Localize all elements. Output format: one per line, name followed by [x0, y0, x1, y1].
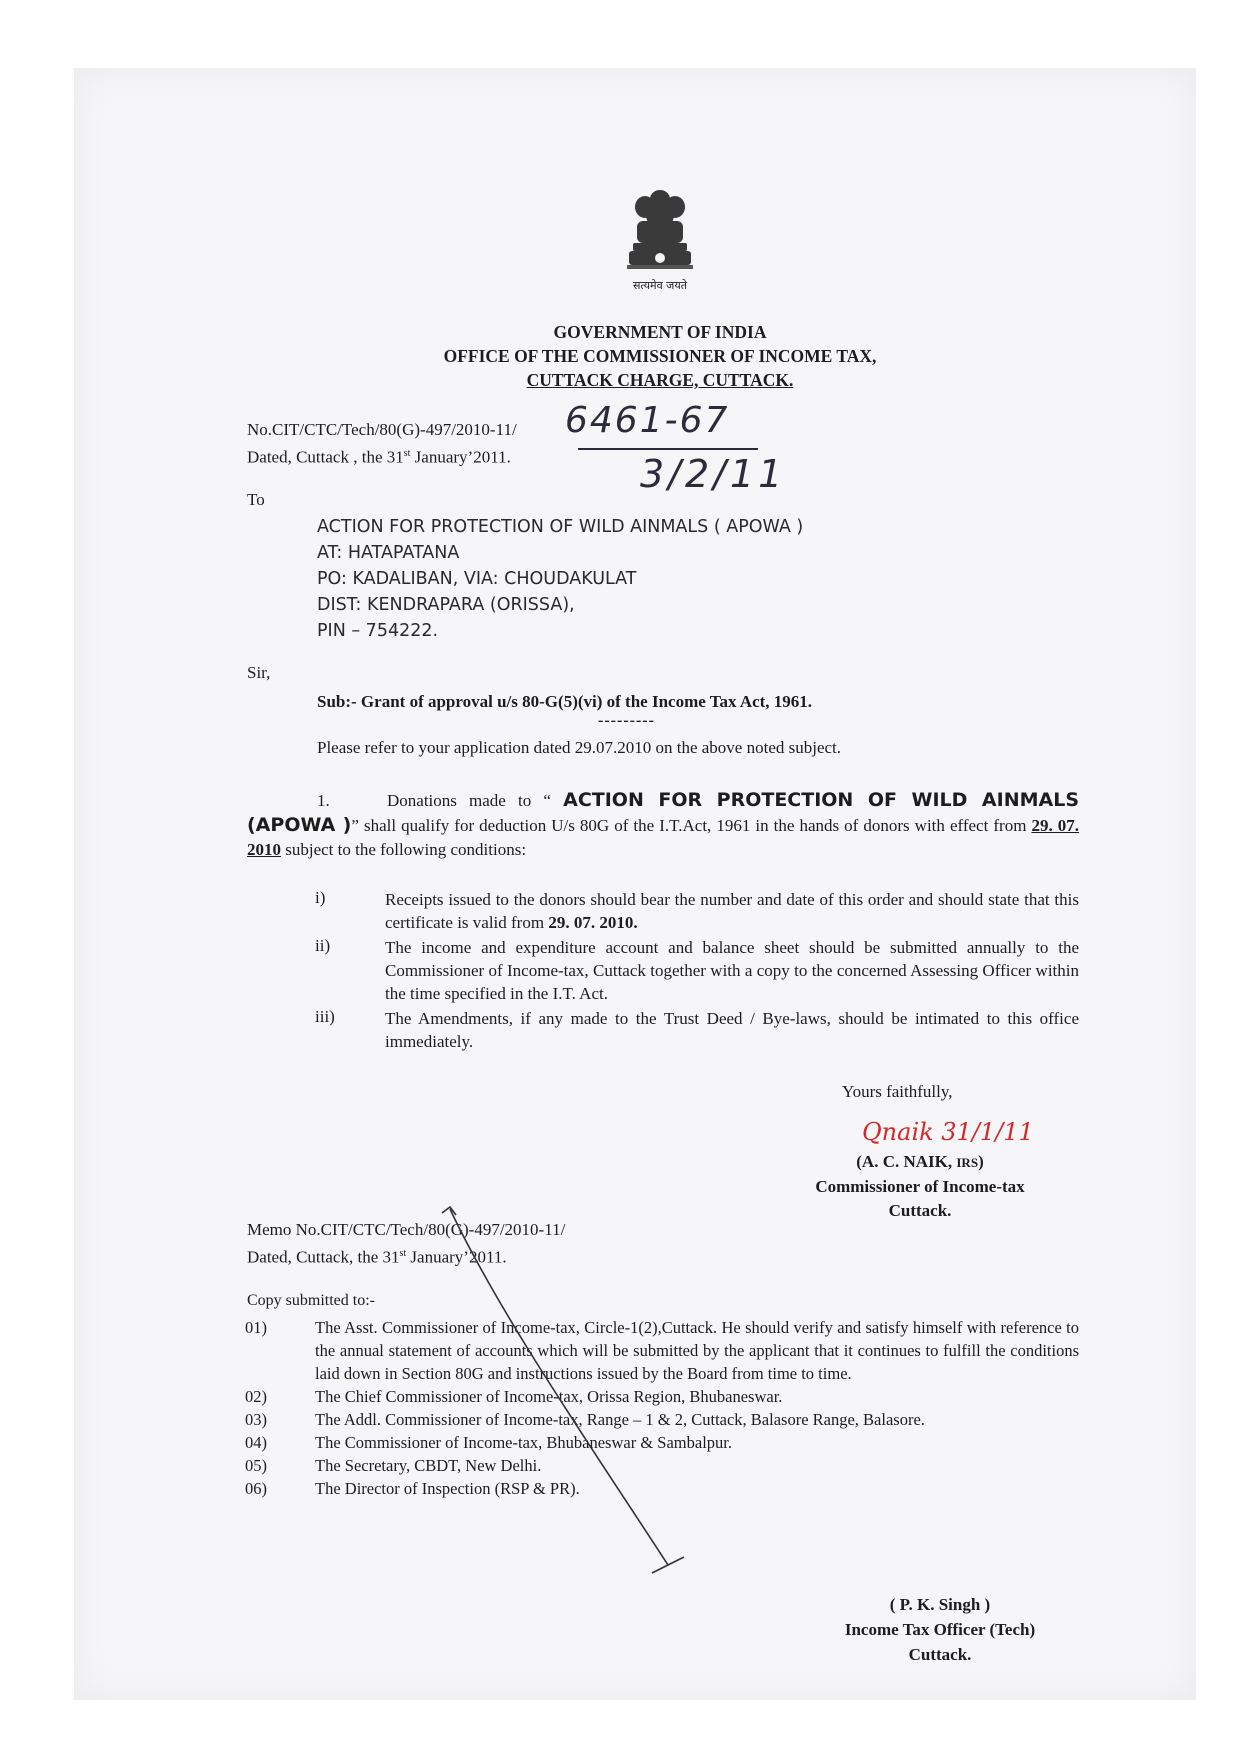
- ito-title: Income Tax Officer (Tech): [844, 1620, 1036, 1639]
- letterhead: [300, 320, 1020, 392]
- handwritten-diagonal-mark: [420, 1205, 700, 1585]
- to-label: To: [247, 490, 265, 509]
- condition-item: iii) The Amendments, if any made to the Trust Deed / Bye-laws, should be intimated to this office immediately.: [315, 1007, 1079, 1051]
- copy-item: 06) The Director of Inspection (RSP & PR).: [245, 1479, 580, 1498]
- state-emblem: [615, 185, 705, 295]
- copy-to-label: Copy submitted to:-: [247, 1292, 375, 1309]
- memo-number: Memo No.CIT/CTC/Tech/80(G)-497/2010-11/: [247, 1220, 566, 1239]
- copy-item: 01) The Asst. Commissioner of Income-tax, Circle-1(2),Cuttack. He should verify and satisfy himself with reference to the annual statement of accounts which will be submitted by the applicant that it continues to fulfill the conditions laid down in Section 80G and instructions issued by the Board from time to time.: [245, 1318, 1079, 1383]
- reference-number: No.CIT/CTC/Tech/80(G)-497/2010-11/: [247, 420, 517, 439]
- addressee-block: [317, 514, 803, 644]
- handwritten-dispatch-number: 6461-67: [565, 400, 730, 441]
- commissioner-signature: Qnaik 31/1/11: [862, 1118, 1034, 1146]
- intro-line: Please refer to your application dated 29.07.2010 on the above noted subject.: [317, 738, 842, 757]
- condition-item: ii) The income and expenditure account and balance sheet should be submitted annually to the Commissioner of Income-tax, Cuttack together with a copy to the concerned Assessing Officer within the time specified in the I.T. Act.: [315, 936, 1079, 1003]
- reference-date: Dated, Cuttack , the 31st January’2011.: [247, 447, 511, 467]
- salutation: Sir,: [247, 663, 271, 682]
- address-line: DIST: KENDRAPARA (ORISSA),: [317, 595, 575, 615]
- commissioner-block: [760, 1150, 1080, 1223]
- commissioner-title: Commissioner of Income-tax: [815, 1177, 1025, 1196]
- header-line-1: GOVERNMENT OF INDIA: [553, 322, 767, 342]
- address-line: PIN – 754222.: [317, 621, 439, 641]
- subject-line: Sub:- Grant of approval u/s 80-G(5)(vi) of the Income Tax Act, 1961.: [317, 692, 813, 711]
- ito-place: Cuttack.: [908, 1645, 972, 1664]
- effective-date: 29. 07. 2010: [247, 816, 1079, 859]
- paragraph-number: 1.: [317, 791, 330, 810]
- commissioner-place: Cuttack.: [888, 1201, 952, 1220]
- memo-date: Dated, Cuttack, the 31st January’2011.: [247, 1247, 507, 1267]
- conditions-list: [315, 888, 1079, 1053]
- header-line-3: CUTTACK CHARGE, CUTTACK.: [526, 370, 794, 390]
- copy-item: 04) The Commissioner of Income-tax, Bhubaneswar & Sambalpur.: [245, 1433, 732, 1452]
- address-line: AT: HATAPATANA: [317, 543, 460, 563]
- copy-item: 03) The Addl. Commissioner of Income-tax, Range – 1 & 2, Cuttack, Balasore Range, Balasore.: [245, 1410, 925, 1429]
- copy-item: 05) The Secretary, CBDT, New Delhi.: [245, 1456, 542, 1475]
- address-line: ACTION FOR PROTECTION OF WILD AINMALS ( APOWA ): [317, 517, 804, 537]
- commissioner-name: (A. C. NAIK, IRS): [856, 1152, 984, 1171]
- copy-item: 02) The Chief Commissioner of Income-tax, Orissa Region, Bhubaneswar.: [245, 1387, 783, 1406]
- condition-item: i) Receipts issued to the donors should bear the number and date of this order and should state that this certificate is valid from 29. 07. 2010.: [315, 888, 1079, 932]
- ito-name: ( P. K. Singh ): [889, 1595, 991, 1614]
- handwritten-underline: [578, 448, 758, 450]
- paragraph-1: 1. Donations made to “ ACTION FOR PROTECTION OF WILD AINMALS (APOWA )” shall qualify for deduction U/s 80G of the I.T.Act, 1961 in the hands of donors with effect from 29. 07. 2010 subject to the following conditions:: [247, 789, 1080, 859]
- handwritten-dispatch-date: 3/2/11: [640, 452, 787, 496]
- yours-faithfully: Yours faithfully,: [842, 1082, 953, 1101]
- org-name: ACTION FOR PROTECTION OF WILD AINMALS (APOWA ): [247, 789, 1080, 836]
- ito-block: [780, 1592, 1100, 1667]
- header-line-2: OFFICE OF THE COMMISSIONER OF INCOME TAX,: [443, 346, 877, 366]
- address-line: PO: KADALIBAN, VIA: CHOUDAKULAT: [317, 569, 637, 589]
- emblem-motto: सत्यमेव जयते: [632, 279, 687, 292]
- subject-rule: ---------: [598, 712, 655, 729]
